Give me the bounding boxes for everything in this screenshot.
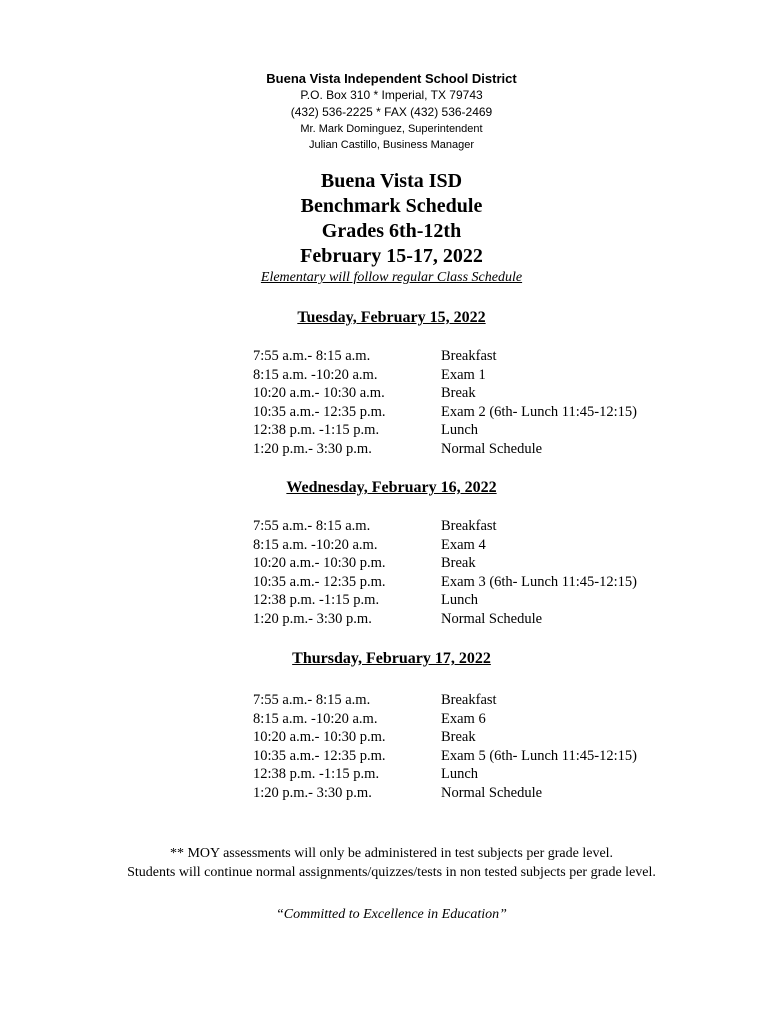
- activity: Exam 5 (6th- Lunch 11:45-12:15): [441, 747, 637, 764]
- schedule-row: [253, 366, 637, 385]
- time-slot: 10:35 a.m.- 12:35 p.m.: [253, 747, 386, 764]
- day-heading-wednesday: Wednesday, February 16, 2022: [286, 479, 497, 496]
- time-slot: 1:20 p.m.- 3:30 p.m.: [253, 784, 372, 801]
- activity: Exam 1: [441, 366, 486, 383]
- activity: Exam 2 (6th- Lunch 11:45-12:15): [441, 403, 637, 420]
- activity: Break: [441, 729, 476, 746]
- schedule-row: [253, 421, 637, 440]
- activity: Break: [441, 555, 476, 572]
- time-slot: 10:35 a.m.- 12:35 p.m.: [253, 403, 386, 420]
- district-phone: (432) 536-2225 * FAX (432) 536-2469: [290, 105, 493, 119]
- time-slot: 8:15 a.m. -10:20 a.m.: [253, 536, 378, 553]
- district-address: P.O. Box 310 * Imperial, TX 79743: [300, 88, 483, 102]
- activity: Break: [441, 385, 476, 402]
- activity: Breakfast: [441, 518, 497, 534]
- time-slot: 1:20 p.m.- 3:30 p.m.: [253, 440, 372, 457]
- schedule-row: [253, 747, 637, 766]
- district-motto: “Committed to Excellence in Education”: [276, 907, 507, 922]
- schedule-row: [253, 517, 637, 536]
- schedule-row: [253, 765, 637, 784]
- footer-notes: [0, 844, 783, 882]
- footer-line-1: ** MOY assessments will only be administered in test subjects per grade level.: [169, 846, 614, 861]
- schedule-row: [253, 610, 637, 629]
- district-name: Buena Vista Independent School District: [266, 71, 517, 86]
- schedule-row: [253, 554, 637, 573]
- title-line-1: Buena Vista ISD: [320, 170, 463, 192]
- activity: Normal Schedule: [441, 784, 543, 801]
- schedule-row: [253, 710, 637, 729]
- schedule-row: [253, 536, 637, 555]
- time-slot: 12:38 p.m. -1:15 p.m.: [253, 592, 380, 609]
- activity: Breakfast: [441, 348, 497, 364]
- schedule-wednesday: [253, 517, 637, 629]
- schedule-row: [253, 573, 637, 592]
- time-slot: 8:15 a.m. -10:20 a.m.: [253, 710, 378, 727]
- activity: Breakfast: [441, 692, 497, 708]
- time-slot: 10:20 a.m.- 10:30 p.m.: [253, 729, 386, 746]
- activity: Lunch: [441, 766, 479, 783]
- day-heading-tuesday: Tuesday, February 15, 2022: [297, 309, 486, 326]
- activity: Lunch: [441, 422, 479, 439]
- schedule-tuesday: [253, 347, 637, 459]
- activity: Normal Schedule: [441, 610, 543, 627]
- activity: Exam 3 (6th- Lunch 11:45-12:15): [441, 573, 637, 590]
- title-line-2: Benchmark Schedule: [300, 195, 483, 217]
- schedule-row: [253, 784, 637, 803]
- time-slot: 10:35 a.m.- 12:35 p.m.: [253, 573, 386, 590]
- schedule-row: [253, 403, 637, 422]
- business-manager: Julian Castillo, Business Manager: [308, 139, 475, 151]
- title-block: [0, 169, 783, 287]
- time-slot: 10:20 a.m.- 10:30 a.m.: [253, 385, 385, 402]
- time-slot: 7:55 a.m.- 8:15 a.m.: [253, 348, 371, 364]
- time-slot: 7:55 a.m.- 8:15 a.m.: [253, 692, 371, 708]
- schedule-row: [253, 347, 637, 366]
- time-slot: 10:20 a.m.- 10:30 p.m.: [253, 555, 386, 572]
- time-slot: 12:38 p.m. -1:15 p.m.: [253, 766, 380, 783]
- activity: Lunch: [441, 592, 479, 609]
- schedule-row: [253, 728, 637, 747]
- schedule-row: [253, 440, 637, 459]
- elementary-note: Elementary will follow regular Class Schedule: [260, 270, 523, 285]
- letterhead: [0, 70, 783, 153]
- activity: Normal Schedule: [441, 440, 543, 457]
- activity: Exam 4: [441, 536, 486, 553]
- activity: Exam 6: [441, 710, 486, 727]
- superintendent: Mr. Mark Dominguez, Superintendent: [300, 123, 483, 135]
- title-line-4: February 15-17, 2022: [300, 245, 483, 267]
- schedule-row: [253, 384, 637, 403]
- day-heading-thursday: Thursday, February 17, 2022: [292, 650, 491, 667]
- time-slot: 8:15 a.m. -10:20 a.m.: [253, 366, 378, 383]
- title-line-3: Grades 6th-12th: [321, 220, 462, 242]
- time-slot: 12:38 p.m. -1:15 p.m.: [253, 422, 380, 439]
- schedule-thursday: [253, 691, 637, 803]
- time-slot: 7:55 a.m.- 8:15 a.m.: [253, 518, 371, 534]
- time-slot: 1:20 p.m.- 3:30 p.m.: [253, 610, 372, 627]
- footer-line-2: Students will continue normal assignments/quizzes/tests in non tested subjects per grade level.: [127, 865, 656, 880]
- schedule-row: [253, 691, 637, 710]
- schedule-row: [253, 591, 637, 610]
